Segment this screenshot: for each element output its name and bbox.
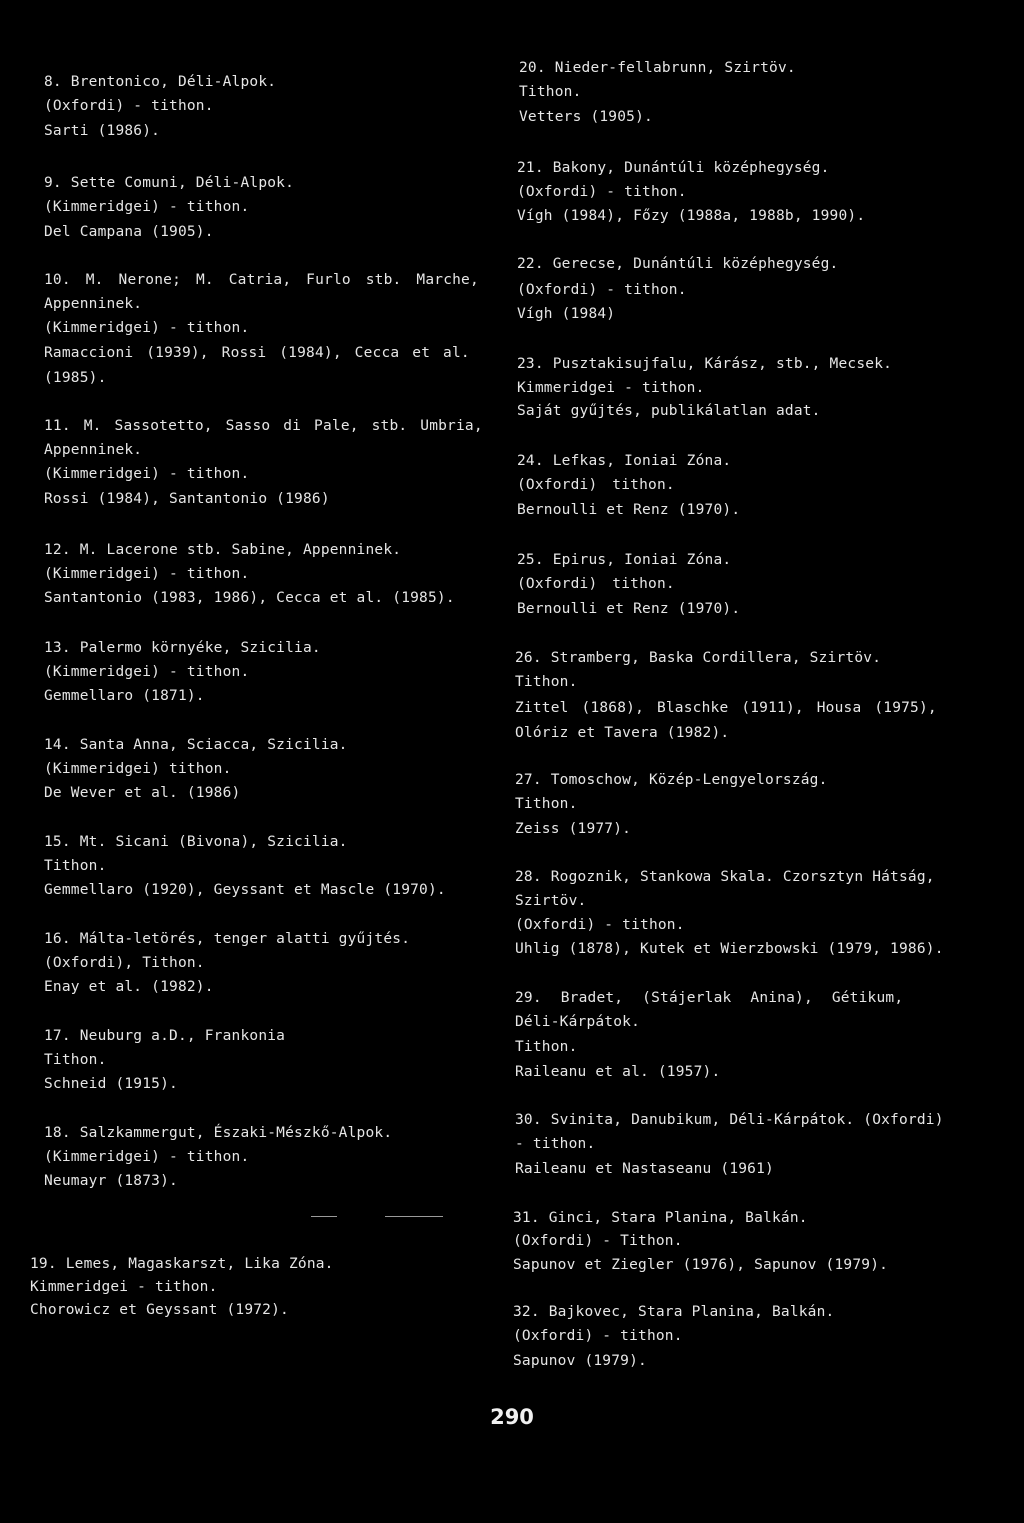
line: 12. M. Lacerone stb. Sabine, Appenninek.	[44, 542, 402, 558]
line: Tithon.	[44, 858, 107, 874]
line: Zeiss (1977).	[515, 821, 632, 837]
line: 18. Salzkammergut, Északi-Mészkő-Alpok.	[44, 1125, 393, 1141]
line: Gemmellaro (1871).	[44, 688, 205, 704]
line: Appenninek.	[44, 296, 143, 312]
line: Schneid (1915).	[44, 1076, 178, 1092]
line: (Kimmeridgei) - tithon.	[44, 1149, 250, 1165]
line: (Oxfordi) - tithon.	[517, 184, 687, 200]
line: 25. Epirus, Ioniai Zóna.	[517, 552, 732, 568]
divider-rule	[311, 1216, 337, 1217]
line: Zittel (1868), Blaschke (1911), Housa (1975),	[515, 700, 937, 716]
line: Vetters (1905).	[519, 109, 653, 125]
line: 15. Mt. Sicani (Bivona), Szicilia.	[44, 834, 348, 850]
line: 21. Bakony, Dunántúli középhegység.	[517, 160, 830, 176]
line: 9. Sette Comuni, Déli-Alpok.	[44, 175, 295, 191]
line: Kimmeridgei - tithon.	[517, 380, 705, 396]
line: (Oxfordi) - Tithon.	[513, 1233, 683, 1249]
line: (Oxfordi) tithon.	[517, 477, 675, 493]
line: 27. Tomoschow, Közép-Lengyelország.	[515, 772, 828, 788]
line: Sapunov et Ziegler (1976), Sapunov (1979).	[513, 1257, 889, 1273]
line: Neumayr (1873).	[44, 1173, 178, 1189]
line: 16. Málta-letörés, tenger alatti gyűjtés.	[44, 931, 411, 947]
line: 8. Brentonico, Déli-Alpok.	[44, 74, 277, 90]
line: (Oxfordi) - tithon.	[515, 917, 685, 933]
line: Gemmellaro (1920), Geyssant et Mascle (1970).	[44, 882, 446, 898]
line: 26. Stramberg, Baska Cordillera, Szirtöv.	[515, 650, 882, 666]
line: (Kimmeridgei) - tithon.	[44, 664, 250, 680]
line: Rossi (1984), Santantonio (1986)	[44, 491, 330, 507]
line: (Kimmeridgei) - tithon.	[44, 320, 250, 336]
line: 29. Bradet, (Stájerlak Anina), Gétikum,	[515, 990, 904, 1006]
line: (Oxfordi) - tithon.	[44, 98, 214, 114]
line: Raileanu et Nastaseanu (1961)	[515, 1161, 774, 1177]
line: Kimmeridgei - tithon.	[30, 1279, 218, 1295]
line: Bernoulli et Renz (1970).	[517, 601, 741, 617]
line: 32. Bajkovec, Stara Planina, Balkán.	[513, 1304, 835, 1320]
line: 24. Lefkas, Ioniai Zóna.	[517, 453, 732, 469]
line: 20. Nieder-fellabrunn, Szirtöv.	[519, 60, 796, 76]
page-number: 290	[490, 1405, 534, 1429]
line: (1985).	[44, 370, 107, 386]
line: 22. Gerecse, Dunántúli középhegység.	[517, 256, 839, 272]
line: Ramaccioni (1939), Rossi (1984), Cecca et al.	[44, 345, 470, 361]
line: 13. Palermo környéke, Szicilia.	[44, 640, 321, 656]
line: 19. Lemes, Magaskarszt, Lika Zóna.	[30, 1256, 334, 1272]
line: (Kimmeridgei) tithon.	[44, 761, 232, 777]
line: 30. Svinita, Danubikum, Déli-Kárpátok. (Oxfordi)	[515, 1112, 944, 1128]
line: Tithon.	[515, 1039, 578, 1055]
line: 14. Santa Anna, Sciacca, Szicilia.	[44, 737, 348, 753]
line: 28. Rogoznik, Stankowa Skala. Czorsztyn Hátság,	[515, 869, 935, 885]
line: Uhlig (1878), Kutek et Wierzbowski (1979, 1986).	[515, 941, 944, 957]
line: Tithon.	[44, 1052, 107, 1068]
line: Olóriz et Tavera (1982).	[515, 725, 730, 741]
line: Santantonio (1983, 1986), Cecca et al. (1985).	[44, 590, 455, 606]
line: Bernoulli et Renz (1970).	[517, 502, 741, 518]
line: (Kimmeridgei) - tithon.	[44, 466, 250, 482]
line: (Kimmeridgei) - tithon.	[44, 199, 250, 215]
line: Tithon.	[515, 674, 578, 690]
divider-rule	[385, 1216, 443, 1217]
line: Appenninek.	[44, 442, 143, 458]
line: Raileanu et al. (1957).	[515, 1064, 721, 1080]
line: De Wever et al. (1986)	[44, 785, 241, 801]
line: 17. Neuburg a.D., Frankonia	[44, 1028, 286, 1044]
line: (Oxfordi) tithon.	[517, 576, 675, 592]
line: Chorowicz et Geyssant (1972).	[30, 1302, 289, 1318]
line: Szirtöv.	[515, 893, 587, 909]
line: Déli-Kárpátok.	[515, 1014, 641, 1030]
line: (Oxfordi) - tithon.	[517, 282, 687, 298]
line: Sapunov (1979).	[513, 1353, 647, 1369]
line: Enay et al. (1982).	[44, 979, 214, 995]
line: Tithon.	[519, 84, 582, 100]
line: 11. M. Sassotetto, Sasso di Pale, stb. Umbria,	[44, 418, 483, 434]
line: (Oxfordi), Tithon.	[44, 955, 205, 971]
line: - tithon.	[515, 1136, 596, 1152]
line: 10. M. Nerone; M. Catria, Furlo stb. Marche,	[44, 272, 479, 288]
line: (Oxfordi) - tithon.	[513, 1328, 683, 1344]
line: Del Campana (1905).	[44, 224, 214, 240]
line: Tithon.	[515, 796, 578, 812]
line: Saját gyűjtés, publikálatlan adat.	[517, 403, 821, 419]
line: Vígh (1984)	[517, 306, 616, 322]
line: (Kimmeridgei) - tithon.	[44, 566, 250, 582]
line: 23. Pusztakisujfalu, Kárász, stb., Mecsek.	[517, 356, 893, 372]
line: Sarti (1986).	[44, 123, 161, 139]
line: Vígh (1984), Főzy (1988a, 1988b, 1990).	[517, 208, 866, 224]
line: 31. Ginci, Stara Planina, Balkán.	[513, 1210, 808, 1226]
